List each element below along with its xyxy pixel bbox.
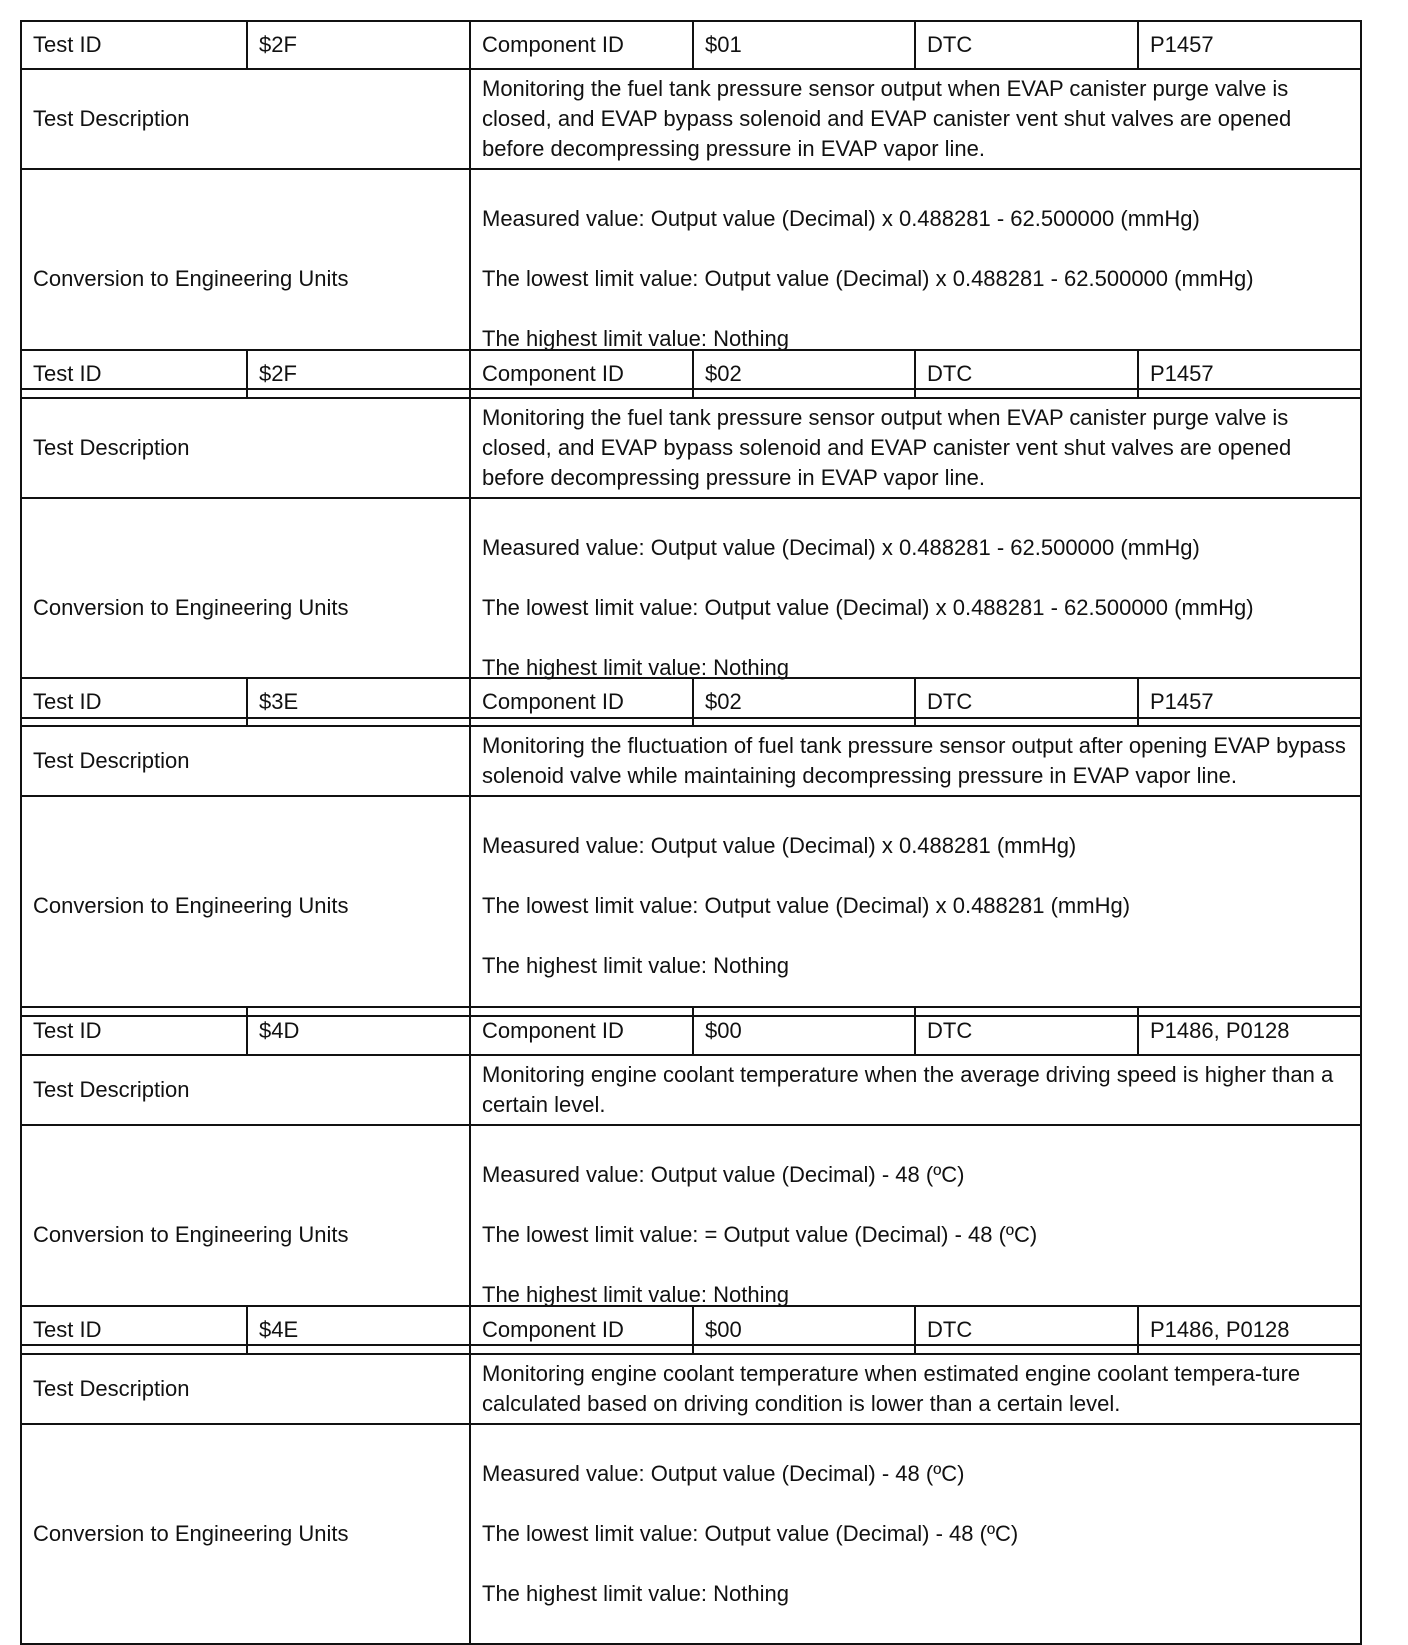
test-table bbox=[20, 349, 1362, 719]
description-row bbox=[21, 69, 1361, 169]
dtc-label: DTC bbox=[915, 1306, 1138, 1354]
test-id-value: $2F bbox=[247, 350, 470, 398]
conversion-value bbox=[470, 1424, 1361, 1644]
test-table bbox=[20, 1006, 1362, 1346]
test-id-value: $4D bbox=[247, 1007, 470, 1055]
test-id-value: $4E bbox=[247, 1306, 470, 1354]
test-description-label: Test Description bbox=[21, 398, 470, 498]
dtc-label: DTC bbox=[915, 1007, 1138, 1055]
conversion-label: Conversion to Engineering Units bbox=[21, 1424, 470, 1644]
header-row bbox=[21, 678, 1361, 726]
lowest-limit-line: The lowest limit value: Output value (Decimal) x 0.488281 - 62.500000 (mmHg) bbox=[482, 266, 1254, 291]
test-description-value: Monitoring the fuel tank pressure sensor output when EVAP canister purge valve is closed, and EVAP bypass solenoid and EVAP canister vent shut valves are opened before decompressing pressure in EVAP vapor line. bbox=[470, 69, 1361, 169]
conversion-value bbox=[470, 796, 1361, 1016]
description-row bbox=[21, 398, 1361, 498]
component-id-label: Component ID bbox=[470, 350, 693, 398]
highest-limit-line: The highest limit value: Nothing bbox=[482, 1581, 789, 1606]
conversion-row bbox=[21, 796, 1361, 1016]
test-description-label: Test Description bbox=[21, 726, 470, 796]
test-description-label: Test Description bbox=[21, 69, 470, 169]
header-row bbox=[21, 21, 1361, 69]
test-description-value: Monitoring the fluctuation of fuel tank pressure sensor output after opening EVAP bypass solenoid valve while maintaining decompressing pressure in EVAP vapor line. bbox=[470, 726, 1361, 796]
lowest-limit-line: The lowest limit value: Output value (Decimal) - 48 (ºC) bbox=[482, 1521, 1019, 1546]
dtc-label: DTC bbox=[915, 678, 1138, 726]
description-row bbox=[21, 726, 1361, 796]
conversion-label: Conversion to Engineering Units bbox=[21, 796, 470, 1016]
component-id-label: Component ID bbox=[470, 1007, 693, 1055]
test-id-label: Test ID bbox=[21, 1306, 247, 1354]
component-id-label: Component ID bbox=[470, 21, 693, 69]
test-description-label: Test Description bbox=[21, 1055, 470, 1125]
test-id-value: $2F bbox=[247, 21, 470, 69]
conversion-label: Conversion to Engineering Units bbox=[21, 169, 470, 389]
component-id-value: $02 bbox=[693, 678, 915, 726]
component-id-value: $01 bbox=[693, 21, 915, 69]
test-description-label: Test Description bbox=[21, 1354, 470, 1424]
description-row bbox=[21, 1354, 1361, 1424]
test-id-label: Test ID bbox=[21, 678, 247, 726]
lowest-limit-line: The lowest limit value: Output value (Decimal) x 0.488281 - 62.500000 (mmHg) bbox=[482, 595, 1254, 620]
test-description-value: Monitoring engine coolant temperature when estimated engine coolant tempera-ture calculated based on driving condition is lower than a certain level. bbox=[470, 1354, 1361, 1424]
highest-limit-line: The highest limit value: Nothing bbox=[482, 326, 789, 351]
component-id-value: $02 bbox=[693, 350, 915, 398]
component-id-value: $00 bbox=[693, 1306, 915, 1354]
measured-value-line: Measured value: Output value (Decimal) x 0.488281 - 62.500000 (mmHg) bbox=[482, 535, 1200, 560]
header-row bbox=[21, 1007, 1361, 1055]
test-id-value: $3E bbox=[247, 678, 470, 726]
dtc-value: P1486, P0128 bbox=[1138, 1306, 1361, 1354]
highest-limit-line: The highest limit value: Nothing bbox=[482, 1282, 789, 1307]
test-id-label: Test ID bbox=[21, 350, 247, 398]
conversion-row bbox=[21, 1424, 1361, 1644]
dtc-value: P1457 bbox=[1138, 350, 1361, 398]
test-description-value: Monitoring engine coolant temperature when the average driving speed is higher than a certain level. bbox=[470, 1055, 1361, 1125]
dtc-value: P1486, P0128 bbox=[1138, 1007, 1361, 1055]
header-row bbox=[21, 350, 1361, 398]
dtc-label: DTC bbox=[915, 350, 1138, 398]
dtc-value: P1457 bbox=[1138, 678, 1361, 726]
test-id-label: Test ID bbox=[21, 1007, 247, 1055]
component-id-label: Component ID bbox=[470, 1306, 693, 1354]
conversion-label: Conversion to Engineering Units bbox=[21, 498, 470, 718]
lowest-limit-line: The lowest limit value: = Output value (Decimal) - 48 (ºC) bbox=[482, 1222, 1038, 1247]
dtc-label: DTC bbox=[915, 21, 1138, 69]
measured-value-line: Measured value: Output value (Decimal) - 48 (ºC) bbox=[482, 1461, 965, 1486]
test-description-value: Monitoring the fuel tank pressure sensor output when EVAP canister purge valve is closed, and EVAP bypass solenoid and EVAP canister vent shut valves are opened before decompressing pressure in EVAP vapor line. bbox=[470, 398, 1361, 498]
test-id-label: Test ID bbox=[21, 21, 247, 69]
test-table bbox=[20, 20, 1362, 390]
header-row bbox=[21, 1306, 1361, 1354]
component-id-value: $00 bbox=[693, 1007, 915, 1055]
lowest-limit-line: The lowest limit value: Output value (Decimal) x 0.488281 (mmHg) bbox=[482, 893, 1131, 918]
test-table bbox=[20, 1305, 1362, 1645]
measured-value-line: Measured value: Output value (Decimal) x 0.488281 (mmHg) bbox=[482, 833, 1077, 858]
description-row bbox=[21, 1055, 1361, 1125]
measured-value-line: Measured value: Output value (Decimal) - 48 (ºC) bbox=[482, 1162, 965, 1187]
dtc-value: P1457 bbox=[1138, 21, 1361, 69]
component-id-label: Component ID bbox=[470, 678, 693, 726]
test-table bbox=[20, 677, 1362, 1017]
conversion-label: Conversion to Engineering Units bbox=[21, 1125, 470, 1345]
highest-limit-line: The highest limit value: Nothing bbox=[482, 655, 789, 680]
highest-limit-line: The highest limit value: Nothing bbox=[482, 953, 789, 978]
measured-value-line: Measured value: Output value (Decimal) x 0.488281 - 62.500000 (mmHg) bbox=[482, 206, 1200, 231]
